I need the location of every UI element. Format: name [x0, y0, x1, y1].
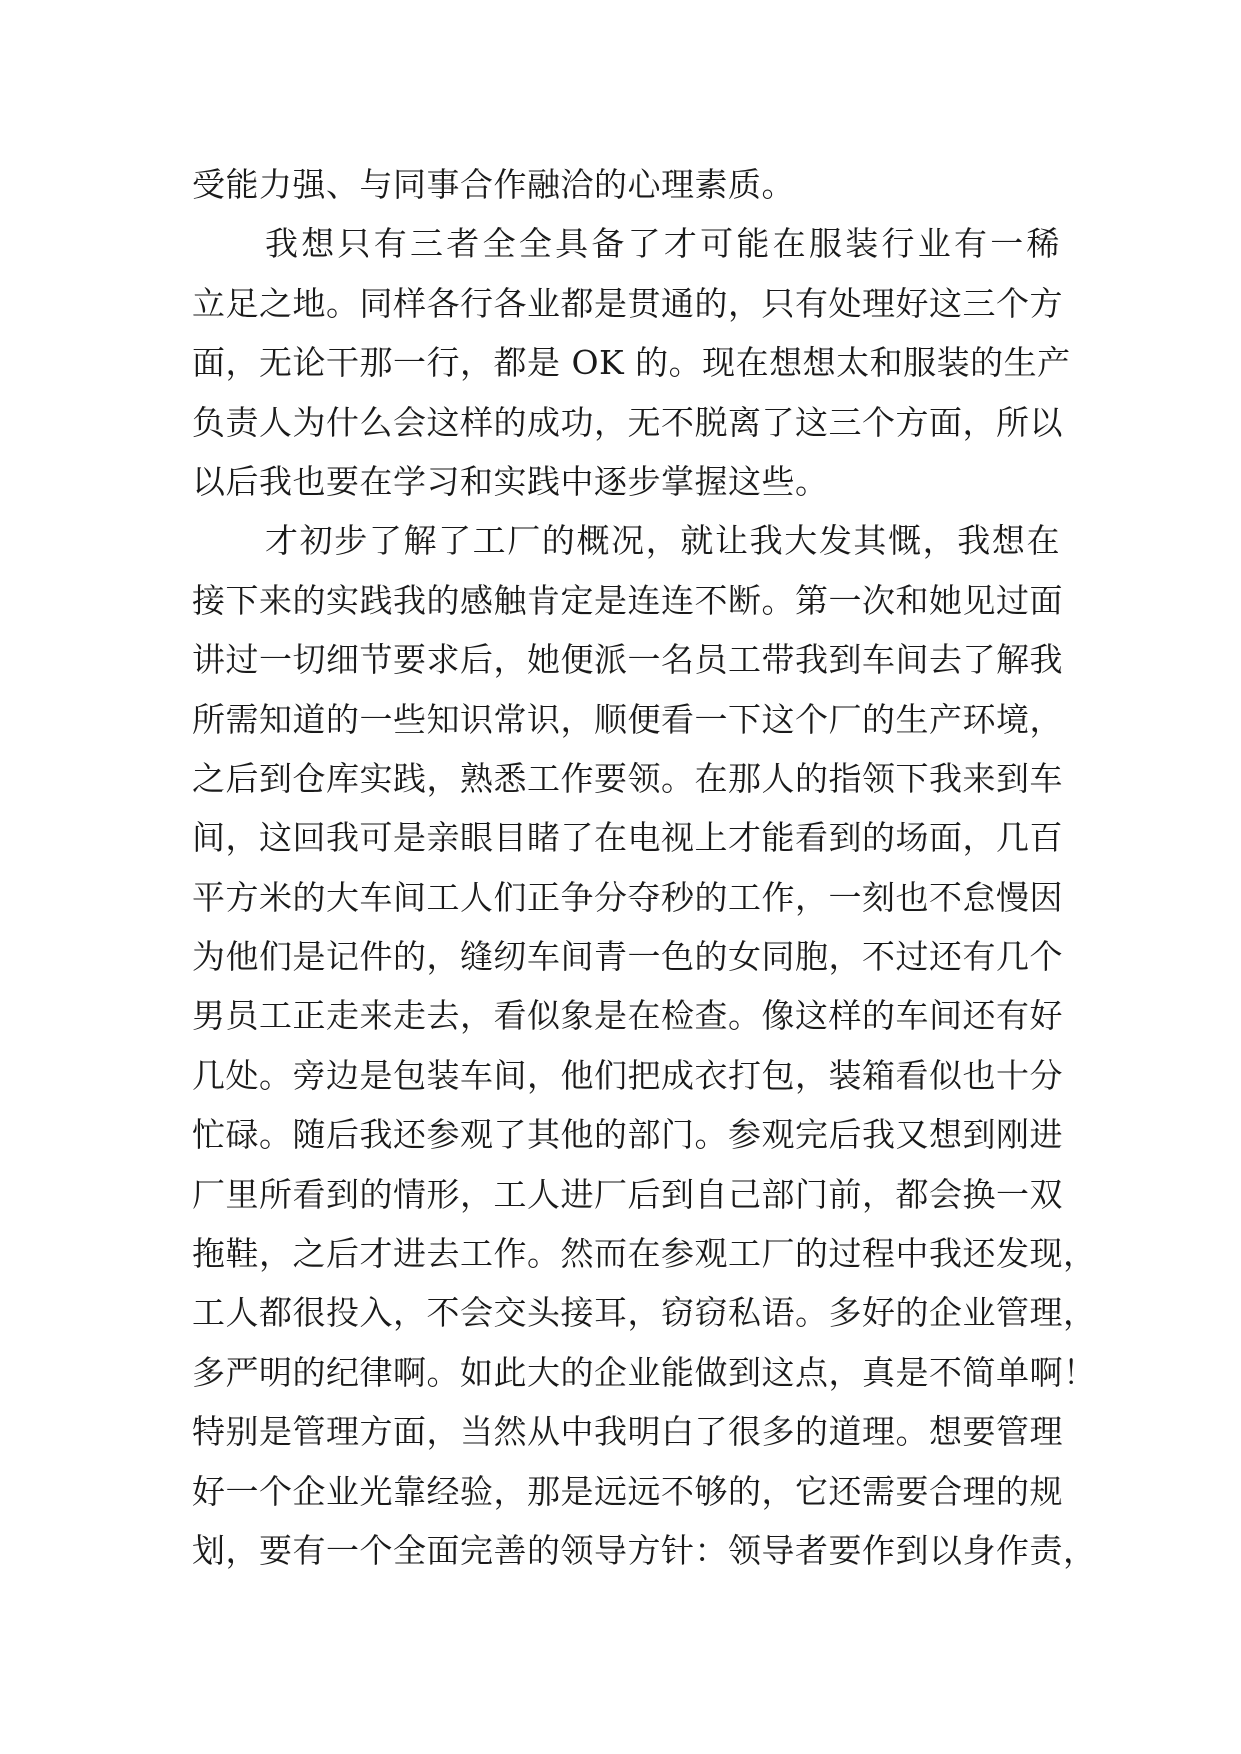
text-line: 立足之地。同样各行各业都是贯通的，只有处理好这三个方	[192, 283, 1063, 323]
text-line: 工人都很投入，不会交头接耳，窃窃私语。多好的企业管理，	[192, 1293, 1097, 1333]
text-line: 面，无论干那一行，都是 OK 的。现在想想太和服装的生产	[192, 343, 1071, 383]
text-line: 好一个企业光靠经验，那是远远不够的，它还需要合理的规	[192, 1471, 1063, 1511]
text-line: 我想只有三者全全具备了才可能在服装行业有一稀	[265, 224, 1060, 264]
text-line: 男员工正走来走去，看似象是在检查。像这样的车间还有好	[192, 996, 1063, 1036]
text-line: 才初步了解了工厂的概况，就让我大发其慨，我想在	[265, 521, 1060, 561]
text-line: 特别是管理方面，当然从中我明白了很多的道理。想要管理	[192, 1412, 1063, 1452]
text-line: 负责人为什么会这样的成功，无不脱离了这三个方面，所以	[192, 402, 1063, 442]
text-line: 拖鞋，之后才进去工作。然而在参观工厂的过程中我还发现，	[192, 1234, 1097, 1274]
text-line: 之后到仓库实践，熟悉工作要领。在那人的指领下我来到车	[192, 758, 1063, 798]
text-line: 忙碌。随后我还参观了其他的部门。参观完后我又想到刚进	[192, 1115, 1063, 1155]
text-line: 为他们是记件的，缝纫车间青一色的女同胞，不过还有几个	[192, 937, 1063, 977]
text-line: 受能力强、与同事合作融洽的心理素质。	[192, 165, 795, 204]
text-line: 划，要有一个全面完善的领导方针：领导者要作到以身作责，	[192, 1530, 1097, 1570]
paragraph-1	[192, 155, 1060, 214]
paragraph-3	[192, 511, 1097, 1580]
document-body	[192, 155, 1097, 1580]
text-line: 多严明的纪律啊。如此大的企业能做到这点，真是不简单啊！	[192, 1352, 1097, 1392]
text-line: 所需知道的一些知识常识，顺便看一下这个厂的生产环境，	[192, 699, 1063, 739]
text-line: 讲过一切细节要求后，她便派一名员工带我到车间去了解我	[192, 640, 1063, 680]
paragraph-2	[192, 214, 1071, 511]
text-line: 以后我也要在学习和实践中逐步掌握这些。	[192, 461, 829, 501]
text-line: 厂里所看到的情形，工人进厂后到自己部门前，都会换一双	[192, 1174, 1063, 1214]
text-line: 间，这回我可是亲眼目睹了在电视上才能看到的场面，几百	[192, 818, 1063, 858]
text-line: 几处。旁边是包装车间，他们把成衣打包，装箱看似也十分	[192, 1055, 1063, 1095]
text-line: 平方米的大车间工人们正争分夺秒的工作，一刻也不怠慢因	[192, 877, 1063, 917]
text-line: 接下来的实践我的感触肯定是连连不断。第一次和她见过面	[192, 580, 1063, 620]
